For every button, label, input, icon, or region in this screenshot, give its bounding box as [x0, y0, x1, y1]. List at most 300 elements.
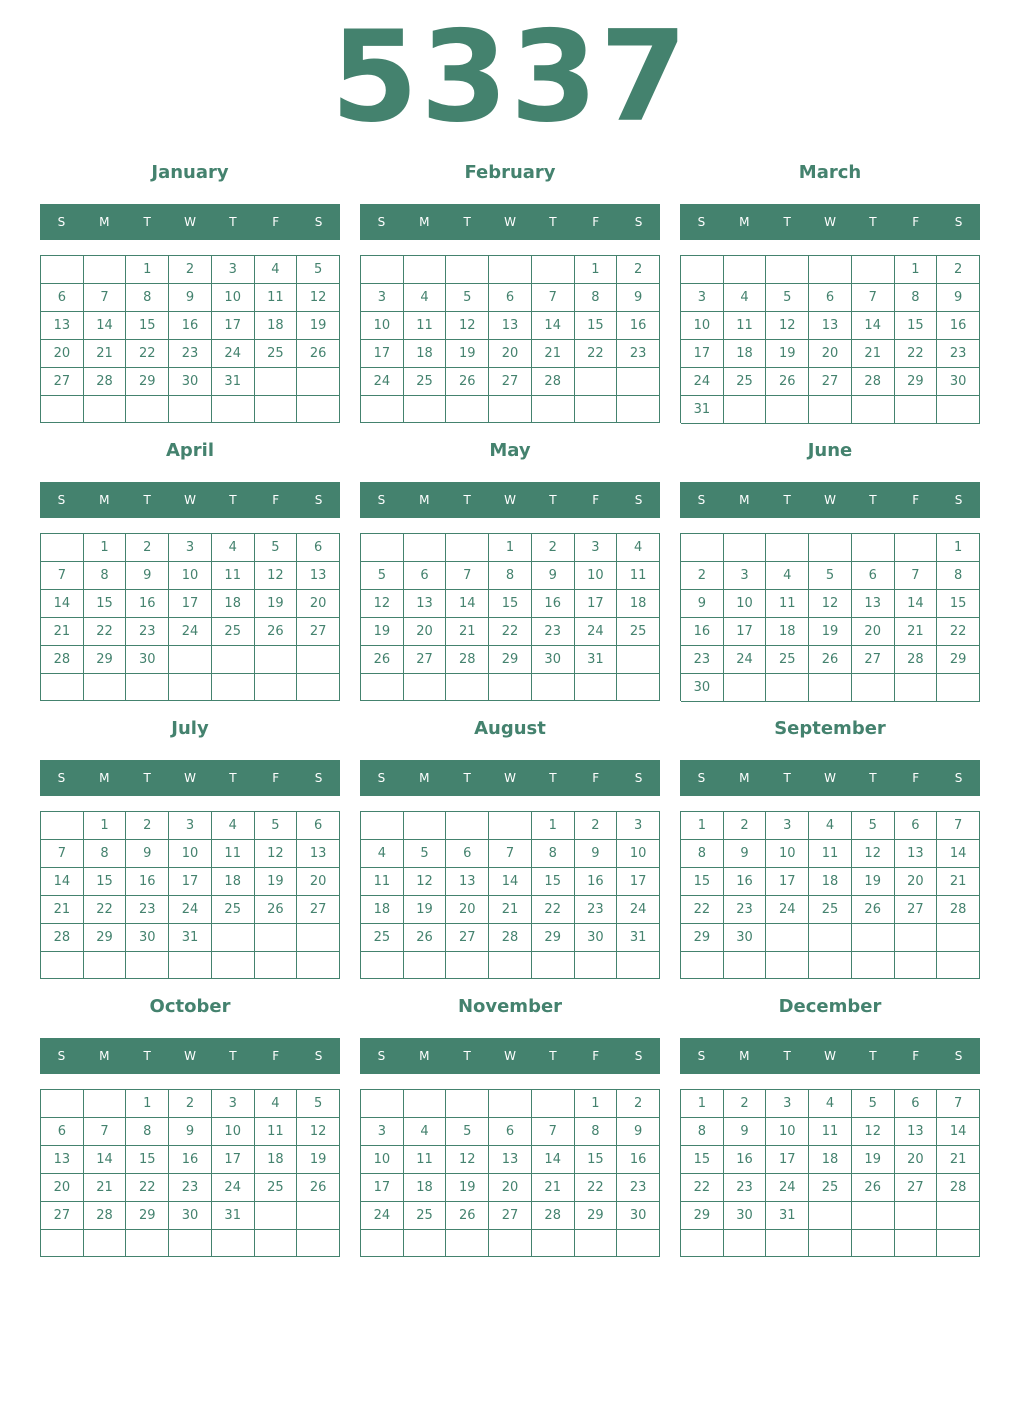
empty-cell — [489, 812, 532, 840]
day-cell: 4 — [617, 534, 660, 562]
empty-cell — [724, 674, 767, 702]
day-cell: 22 — [532, 896, 575, 924]
day-cell: 25 — [404, 1202, 447, 1230]
day-cell: 12 — [404, 868, 447, 896]
weekday-label: T — [549, 771, 557, 785]
day-cell: 16 — [575, 868, 618, 896]
weekday-label: S — [634, 771, 643, 785]
weekday-label: W — [504, 1049, 516, 1063]
day-cell: 23 — [724, 896, 767, 924]
weekday-header — [360, 204, 660, 240]
empty-cell — [766, 952, 809, 979]
weekday-header — [40, 482, 340, 518]
weekday-label: F — [912, 215, 920, 229]
day-cell: 9 — [575, 840, 618, 868]
day-cell: 21 — [532, 1174, 575, 1202]
day-cell: 21 — [84, 340, 127, 368]
weekday-label: S — [377, 771, 386, 785]
empty-cell — [937, 1230, 980, 1257]
day-cell: 1 — [575, 1090, 618, 1118]
day-cell: 8 — [126, 1118, 169, 1146]
day-cell: 29 — [126, 1202, 169, 1230]
day-cell: 8 — [895, 284, 938, 312]
day-cell: 21 — [937, 868, 980, 896]
weekday-label: T — [143, 1049, 151, 1063]
day-cell: 29 — [532, 924, 575, 952]
day-cell: 14 — [41, 590, 84, 618]
day-cell: 16 — [617, 1146, 660, 1174]
month-name: March — [798, 162, 862, 183]
day-cell: 17 — [169, 868, 212, 896]
day-cell: 5 — [852, 1090, 895, 1118]
day-cell: 7 — [41, 562, 84, 590]
day-cell: 23 — [575, 896, 618, 924]
empty-cell — [724, 534, 767, 562]
day-cell: 24 — [681, 368, 724, 396]
day-cell: 12 — [361, 590, 404, 618]
weekday-label: M — [419, 215, 430, 229]
empty-cell — [766, 396, 809, 424]
day-cell: 28 — [852, 368, 895, 396]
day-cell: 8 — [575, 1118, 618, 1146]
empty-cell — [255, 674, 298, 701]
day-cell: 26 — [297, 1174, 340, 1202]
weekday-label: F — [912, 493, 920, 507]
empty-cell — [766, 1230, 809, 1257]
empty-cell — [617, 674, 660, 701]
day-cell: 17 — [212, 312, 255, 340]
day-cell: 30 — [532, 646, 575, 674]
day-cell: 3 — [766, 1090, 809, 1118]
day-cell: 10 — [766, 840, 809, 868]
day-cell: 24 — [361, 1202, 404, 1230]
day-cell: 1 — [895, 256, 938, 284]
day-cell: 25 — [809, 1174, 852, 1202]
day-cell: 13 — [809, 312, 852, 340]
day-cell: 26 — [446, 1202, 489, 1230]
weekday-label: W — [824, 493, 836, 507]
empty-cell — [852, 952, 895, 979]
empty-cell — [169, 674, 212, 701]
day-cell: 15 — [681, 1146, 724, 1174]
day-cell: 30 — [617, 1202, 660, 1230]
day-cell: 6 — [41, 284, 84, 312]
empty-cell — [575, 952, 618, 979]
empty-cell — [895, 952, 938, 979]
day-cell: 2 — [937, 256, 980, 284]
empty-cell — [852, 674, 895, 702]
day-cell: 19 — [766, 340, 809, 368]
empty-cell — [937, 674, 980, 702]
weekday-label: F — [592, 1049, 600, 1063]
weekday-label: F — [272, 493, 280, 507]
day-cell: 2 — [126, 534, 169, 562]
day-cell: 23 — [937, 340, 980, 368]
day-cell: 5 — [404, 840, 447, 868]
empty-cell — [575, 674, 618, 701]
day-cell: 19 — [852, 1146, 895, 1174]
day-cell: 9 — [126, 840, 169, 868]
day-cell: 8 — [489, 562, 532, 590]
day-grid — [680, 255, 980, 423]
empty-cell — [255, 1230, 298, 1257]
empty-cell — [255, 396, 298, 423]
empty-cell — [489, 952, 532, 979]
empty-cell — [766, 674, 809, 702]
day-cell: 13 — [404, 590, 447, 618]
empty-cell — [446, 1090, 489, 1118]
day-cell: 17 — [361, 340, 404, 368]
day-cell: 15 — [937, 590, 980, 618]
day-cell: 12 — [809, 590, 852, 618]
empty-cell — [532, 256, 575, 284]
day-cell: 24 — [361, 368, 404, 396]
day-grid — [40, 1089, 340, 1257]
day-cell: 1 — [681, 1090, 724, 1118]
day-cell: 25 — [361, 924, 404, 952]
day-cell: 18 — [255, 1146, 298, 1174]
empty-cell — [212, 1230, 255, 1257]
month-august — [360, 714, 660, 982]
day-cell: 2 — [575, 812, 618, 840]
month-name: October — [149, 996, 231, 1017]
month-name: November — [457, 996, 563, 1017]
day-cell: 10 — [169, 562, 212, 590]
empty-cell — [724, 1230, 767, 1257]
empty-cell — [489, 1230, 532, 1257]
empty-cell — [895, 924, 938, 952]
day-cell: 27 — [446, 924, 489, 952]
day-grid — [680, 1089, 980, 1257]
day-cell: 7 — [895, 562, 938, 590]
empty-cell — [212, 646, 255, 674]
day-cell: 10 — [169, 840, 212, 868]
empty-cell — [126, 1230, 169, 1257]
day-cell: 11 — [809, 840, 852, 868]
day-grid — [40, 811, 340, 979]
empty-cell — [489, 396, 532, 423]
day-cell: 6 — [852, 562, 895, 590]
month-name: September — [774, 718, 886, 739]
empty-cell — [255, 924, 298, 952]
day-cell: 25 — [766, 646, 809, 674]
weekday-label: S — [377, 1049, 386, 1063]
day-cell: 28 — [41, 924, 84, 952]
day-cell: 26 — [255, 618, 298, 646]
empty-cell — [126, 674, 169, 701]
weekday-label: T — [549, 215, 557, 229]
weekday-label: T — [143, 493, 151, 507]
day-cell: 21 — [852, 340, 895, 368]
day-cell: 3 — [766, 812, 809, 840]
day-cell: 14 — [852, 312, 895, 340]
day-cell: 14 — [84, 1146, 127, 1174]
weekday-header — [360, 482, 660, 518]
day-cell: 6 — [489, 1118, 532, 1146]
weekday-label: W — [184, 493, 196, 507]
day-cell: 10 — [575, 562, 618, 590]
day-cell: 9 — [532, 562, 575, 590]
weekday-label: W — [824, 215, 836, 229]
day-cell: 23 — [126, 896, 169, 924]
day-cell: 16 — [937, 312, 980, 340]
day-cell: 14 — [937, 840, 980, 868]
day-cell: 30 — [681, 674, 724, 702]
weekday-header — [680, 760, 980, 796]
day-cell: 18 — [724, 340, 767, 368]
day-cell: 3 — [724, 562, 767, 590]
empty-cell — [361, 396, 404, 423]
empty-cell — [255, 646, 298, 674]
day-cell: 6 — [809, 284, 852, 312]
day-cell: 7 — [41, 840, 84, 868]
month-march — [680, 158, 980, 426]
day-cell: 21 — [41, 896, 84, 924]
day-cell: 13 — [297, 840, 340, 868]
day-cell: 27 — [41, 1202, 84, 1230]
day-cell: 23 — [532, 618, 575, 646]
day-cell: 7 — [489, 840, 532, 868]
day-cell: 18 — [404, 1174, 447, 1202]
weekday-label: S — [634, 493, 643, 507]
day-cell: 4 — [404, 1118, 447, 1146]
day-cell: 8 — [532, 840, 575, 868]
day-cell: 4 — [255, 1090, 298, 1118]
weekday-label: F — [272, 215, 280, 229]
day-cell: 2 — [617, 256, 660, 284]
empty-cell — [255, 952, 298, 979]
day-cell: 17 — [361, 1174, 404, 1202]
day-cell: 2 — [617, 1090, 660, 1118]
month-october — [40, 992, 340, 1260]
day-cell: 31 — [169, 924, 212, 952]
weekday-label: W — [504, 215, 516, 229]
day-cell: 23 — [617, 1174, 660, 1202]
empty-cell — [361, 1230, 404, 1257]
day-cell: 19 — [809, 618, 852, 646]
empty-cell — [361, 812, 404, 840]
day-cell: 9 — [681, 590, 724, 618]
day-cell: 29 — [937, 646, 980, 674]
day-cell: 17 — [575, 590, 618, 618]
day-cell: 20 — [41, 1174, 84, 1202]
empty-cell — [84, 396, 127, 423]
day-cell: 12 — [852, 1118, 895, 1146]
weekday-label: S — [954, 215, 963, 229]
weekday-label: S — [314, 215, 323, 229]
month-name: January — [151, 162, 229, 183]
day-cell: 26 — [852, 896, 895, 924]
day-cell: 5 — [766, 284, 809, 312]
day-cell: 29 — [84, 646, 127, 674]
day-cell: 30 — [724, 1202, 767, 1230]
day-cell: 5 — [446, 1118, 489, 1146]
day-cell: 28 — [895, 646, 938, 674]
day-cell: 27 — [809, 368, 852, 396]
day-cell: 11 — [617, 562, 660, 590]
empty-cell — [446, 674, 489, 701]
day-cell: 1 — [489, 534, 532, 562]
weekday-label: W — [504, 493, 516, 507]
day-cell: 26 — [255, 896, 298, 924]
empty-cell — [852, 1230, 895, 1257]
day-cell: 2 — [532, 534, 575, 562]
day-cell: 30 — [724, 924, 767, 952]
day-cell: 18 — [766, 618, 809, 646]
month-name: June — [807, 440, 853, 461]
day-cell: 28 — [446, 646, 489, 674]
empty-cell — [41, 256, 84, 284]
empty-cell — [852, 256, 895, 284]
day-cell: 2 — [724, 812, 767, 840]
day-cell: 28 — [84, 1202, 127, 1230]
day-cell: 1 — [126, 256, 169, 284]
day-cell: 16 — [617, 312, 660, 340]
empty-cell — [809, 952, 852, 979]
day-cell: 8 — [84, 840, 127, 868]
day-cell: 15 — [126, 312, 169, 340]
day-cell: 13 — [446, 868, 489, 896]
day-cell: 3 — [681, 284, 724, 312]
day-cell: 24 — [169, 618, 212, 646]
day-cell: 1 — [937, 534, 980, 562]
day-cell: 22 — [937, 618, 980, 646]
day-cell: 19 — [297, 312, 340, 340]
weekday-label: W — [184, 771, 196, 785]
day-cell: 6 — [404, 562, 447, 590]
weekday-label: S — [314, 771, 323, 785]
empty-cell — [41, 1230, 84, 1257]
day-grid — [680, 533, 980, 701]
empty-cell — [212, 952, 255, 979]
day-cell: 29 — [681, 1202, 724, 1230]
day-cell: 29 — [489, 646, 532, 674]
day-cell: 6 — [895, 812, 938, 840]
day-cell: 4 — [766, 562, 809, 590]
weekday-label: F — [272, 771, 280, 785]
empty-cell — [41, 674, 84, 701]
day-cell: 7 — [532, 1118, 575, 1146]
day-cell: 6 — [895, 1090, 938, 1118]
day-cell: 8 — [681, 1118, 724, 1146]
day-cell: 5 — [297, 256, 340, 284]
day-cell: 31 — [617, 924, 660, 952]
weekday-label: M — [739, 771, 750, 785]
weekday-label: M — [419, 1049, 430, 1063]
day-cell: 7 — [84, 1118, 127, 1146]
day-cell: 22 — [126, 340, 169, 368]
day-cell: 13 — [489, 1146, 532, 1174]
weekday-label: S — [697, 215, 706, 229]
day-cell: 30 — [169, 368, 212, 396]
empty-cell — [532, 952, 575, 979]
day-cell: 22 — [895, 340, 938, 368]
day-cell: 2 — [169, 1090, 212, 1118]
day-cell: 3 — [361, 1118, 404, 1146]
empty-cell — [489, 1090, 532, 1118]
day-cell: 8 — [681, 840, 724, 868]
weekday-label: T — [869, 215, 877, 229]
day-cell: 15 — [575, 312, 618, 340]
empty-cell — [617, 1230, 660, 1257]
day-cell: 6 — [297, 812, 340, 840]
empty-cell — [766, 256, 809, 284]
empty-cell — [297, 1230, 340, 1257]
day-cell: 14 — [446, 590, 489, 618]
empty-cell — [809, 674, 852, 702]
day-cell: 15 — [681, 868, 724, 896]
day-cell: 9 — [169, 1118, 212, 1146]
day-cell: 29 — [575, 1202, 618, 1230]
day-grid — [360, 811, 660, 979]
day-cell: 20 — [809, 340, 852, 368]
day-cell: 22 — [681, 1174, 724, 1202]
day-cell: 11 — [255, 284, 298, 312]
empty-cell — [404, 256, 447, 284]
day-cell: 21 — [489, 896, 532, 924]
day-cell: 12 — [766, 312, 809, 340]
empty-cell — [41, 1090, 84, 1118]
weekday-label: T — [783, 493, 791, 507]
empty-cell — [895, 534, 938, 562]
empty-cell — [809, 256, 852, 284]
weekday-label: M — [739, 215, 750, 229]
weekday-label: S — [57, 771, 66, 785]
weekday-label: F — [592, 771, 600, 785]
weekday-label: S — [377, 493, 386, 507]
day-cell: 2 — [681, 562, 724, 590]
day-cell: 14 — [41, 868, 84, 896]
day-cell: 12 — [446, 312, 489, 340]
day-cell: 12 — [297, 284, 340, 312]
day-cell: 11 — [404, 312, 447, 340]
empty-cell — [297, 396, 340, 423]
weekday-header — [680, 1038, 980, 1074]
day-cell: 10 — [766, 1118, 809, 1146]
day-cell: 4 — [361, 840, 404, 868]
day-cell: 20 — [41, 340, 84, 368]
weekday-label: S — [697, 771, 706, 785]
empty-cell — [617, 646, 660, 674]
day-cell: 13 — [852, 590, 895, 618]
day-cell: 24 — [617, 896, 660, 924]
weekday-label: F — [912, 771, 920, 785]
empty-cell — [446, 952, 489, 979]
weekday-label: F — [272, 1049, 280, 1063]
weekday-label: S — [57, 1049, 66, 1063]
day-cell: 11 — [724, 312, 767, 340]
day-cell: 31 — [212, 368, 255, 396]
day-cell: 9 — [617, 1118, 660, 1146]
empty-cell — [681, 256, 724, 284]
day-cell: 16 — [532, 590, 575, 618]
day-cell: 29 — [84, 924, 127, 952]
weekday-label: T — [869, 1049, 877, 1063]
empty-cell — [169, 952, 212, 979]
day-cell: 16 — [169, 312, 212, 340]
day-cell: 28 — [84, 368, 127, 396]
weekday-label: T — [463, 1049, 471, 1063]
day-cell: 10 — [361, 1146, 404, 1174]
day-cell: 1 — [84, 534, 127, 562]
empty-cell — [937, 396, 980, 424]
weekday-header — [40, 1038, 340, 1074]
day-cell: 27 — [489, 368, 532, 396]
day-cell: 5 — [361, 562, 404, 590]
day-cell: 22 — [84, 618, 127, 646]
day-cell: 25 — [255, 340, 298, 368]
day-cell: 16 — [169, 1146, 212, 1174]
